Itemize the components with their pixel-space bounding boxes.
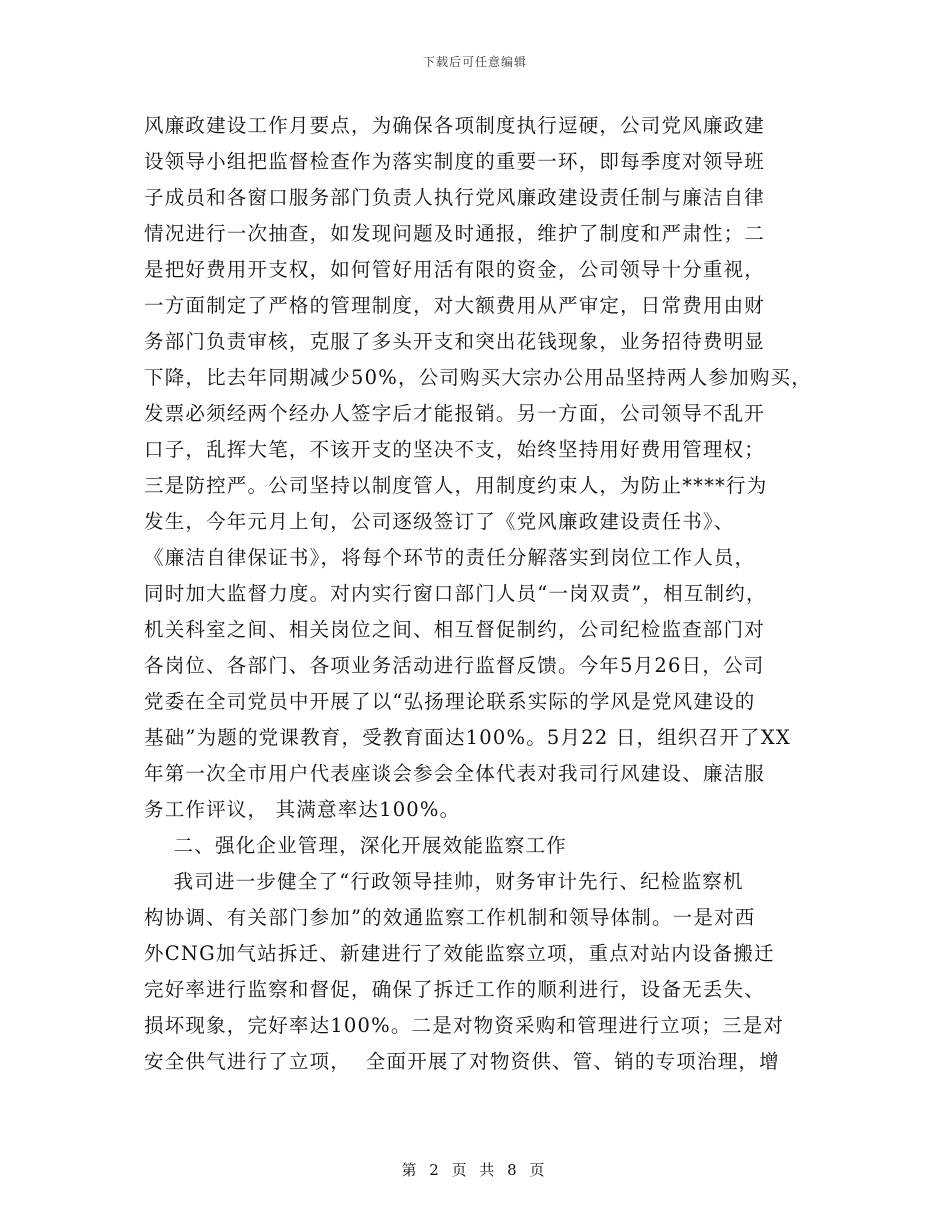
text-line: 基础”为题的党课教育，受教育面达100%。5月22 日，组织召开了XX — [144, 726, 791, 749]
text-line: 发票必须经两个经办人签字后才能报销。另一方面，公司领导不乱开 — [144, 402, 766, 425]
text-line: 务部门负责审核，克服了多头开支和突出花钱现象，业务招待费明显 — [144, 330, 766, 353]
text-line: 务工作评议， 其满意率达100%。 — [144, 798, 461, 821]
text-line: 党委在全司党员中开展了以“弘扬理论联系实际的学风是党风建设的 — [144, 690, 756, 713]
text-line: 机关科室之间、相关岗位之间、相互督促制约，公司纪检监查部门对 — [144, 618, 766, 641]
text-line: 构协调、有关部门参加”的效通监察工作机制和领导体制。一是对西 — [144, 906, 756, 929]
text-line: 同时加大监督力度。对内实行窗口部门人员“一岗双责”，相互制约， — [144, 582, 767, 605]
text-line: 情况进行一次抽查，如发现问题及时通报，维护了制度和严肃性；二 — [144, 222, 766, 245]
text-line: 设领导小组把监督检查作为落实制度的重要一环，即每季度对领导班 — [144, 150, 766, 173]
text-line: 三是防控严。公司坚持以制度管人，用制度约束人，为防止****行为 — [144, 474, 768, 497]
text-line: 年第一次全市用户代表座谈会参会全体代表对我司行风建设、廉洁服 — [144, 762, 766, 785]
text-line: 一方面制定了严格的管理制度，对大额费用从严审定，日常费用由财 — [144, 294, 766, 317]
text-line: 安全供气进行了立项， 全面开展了对物资供、管、销的专项治理，增 — [144, 1050, 780, 1073]
text-line: 损坏现象，完好率达100%。二是对物资采购和管理进行立项；三是对 — [144, 1014, 785, 1037]
text-line: 发生，今年元月上旬，公司逐级签订了《党风廉政建设责任书》、 — [144, 510, 735, 533]
page-header: 下载后可任意编辑 — [422, 55, 527, 69]
text-line: 风廉政建设工作月要点，为确保各项制度执行逗硬，公司党风廉政建 — [144, 114, 766, 137]
text-line: 是把好费用开支权，如何管好用活有限的资金，公司领导十分重视， — [144, 258, 766, 281]
page-number-footer: 第 2 页 共 8 页 — [401, 1161, 549, 1179]
document-body — [144, 108, 824, 1080]
text-line: 完好率进行监察和督促，确保了拆迁工作的顺利进行，设备无丢失、 — [144, 978, 766, 1001]
text-line: 我司进一步健全了“行政领导挂帅，财务审计先行、纪检监察机 — [144, 870, 744, 893]
text-line: 口子，乱挥大笔，不该开支的坚决不支，始终坚持用好费用管理权； — [144, 438, 766, 461]
text-line: 下降，比去年同期减少50%，公司购买大宗办公用品坚持两人参加购买， — [144, 366, 812, 389]
section-heading: 二、强化企业管理，深化开展效能监察工作 — [144, 834, 567, 857]
text-line: 外CNG加气站拆迁、新建进行了效能监察立项，重点对站内设备搬迁 — [144, 942, 775, 965]
text-line: 各岗位、各部门、各项业务活动进行监督反馈。今年5月26日，公司 — [144, 654, 765, 677]
text-line: 子成员和各窗口服务部门负责人执行党风廉政建设责任制与廉洁自律 — [144, 186, 766, 209]
text-line: 《廉洁自律保证书》，将每个环节的责任分解落实到岗位工作人员， — [144, 546, 756, 569]
